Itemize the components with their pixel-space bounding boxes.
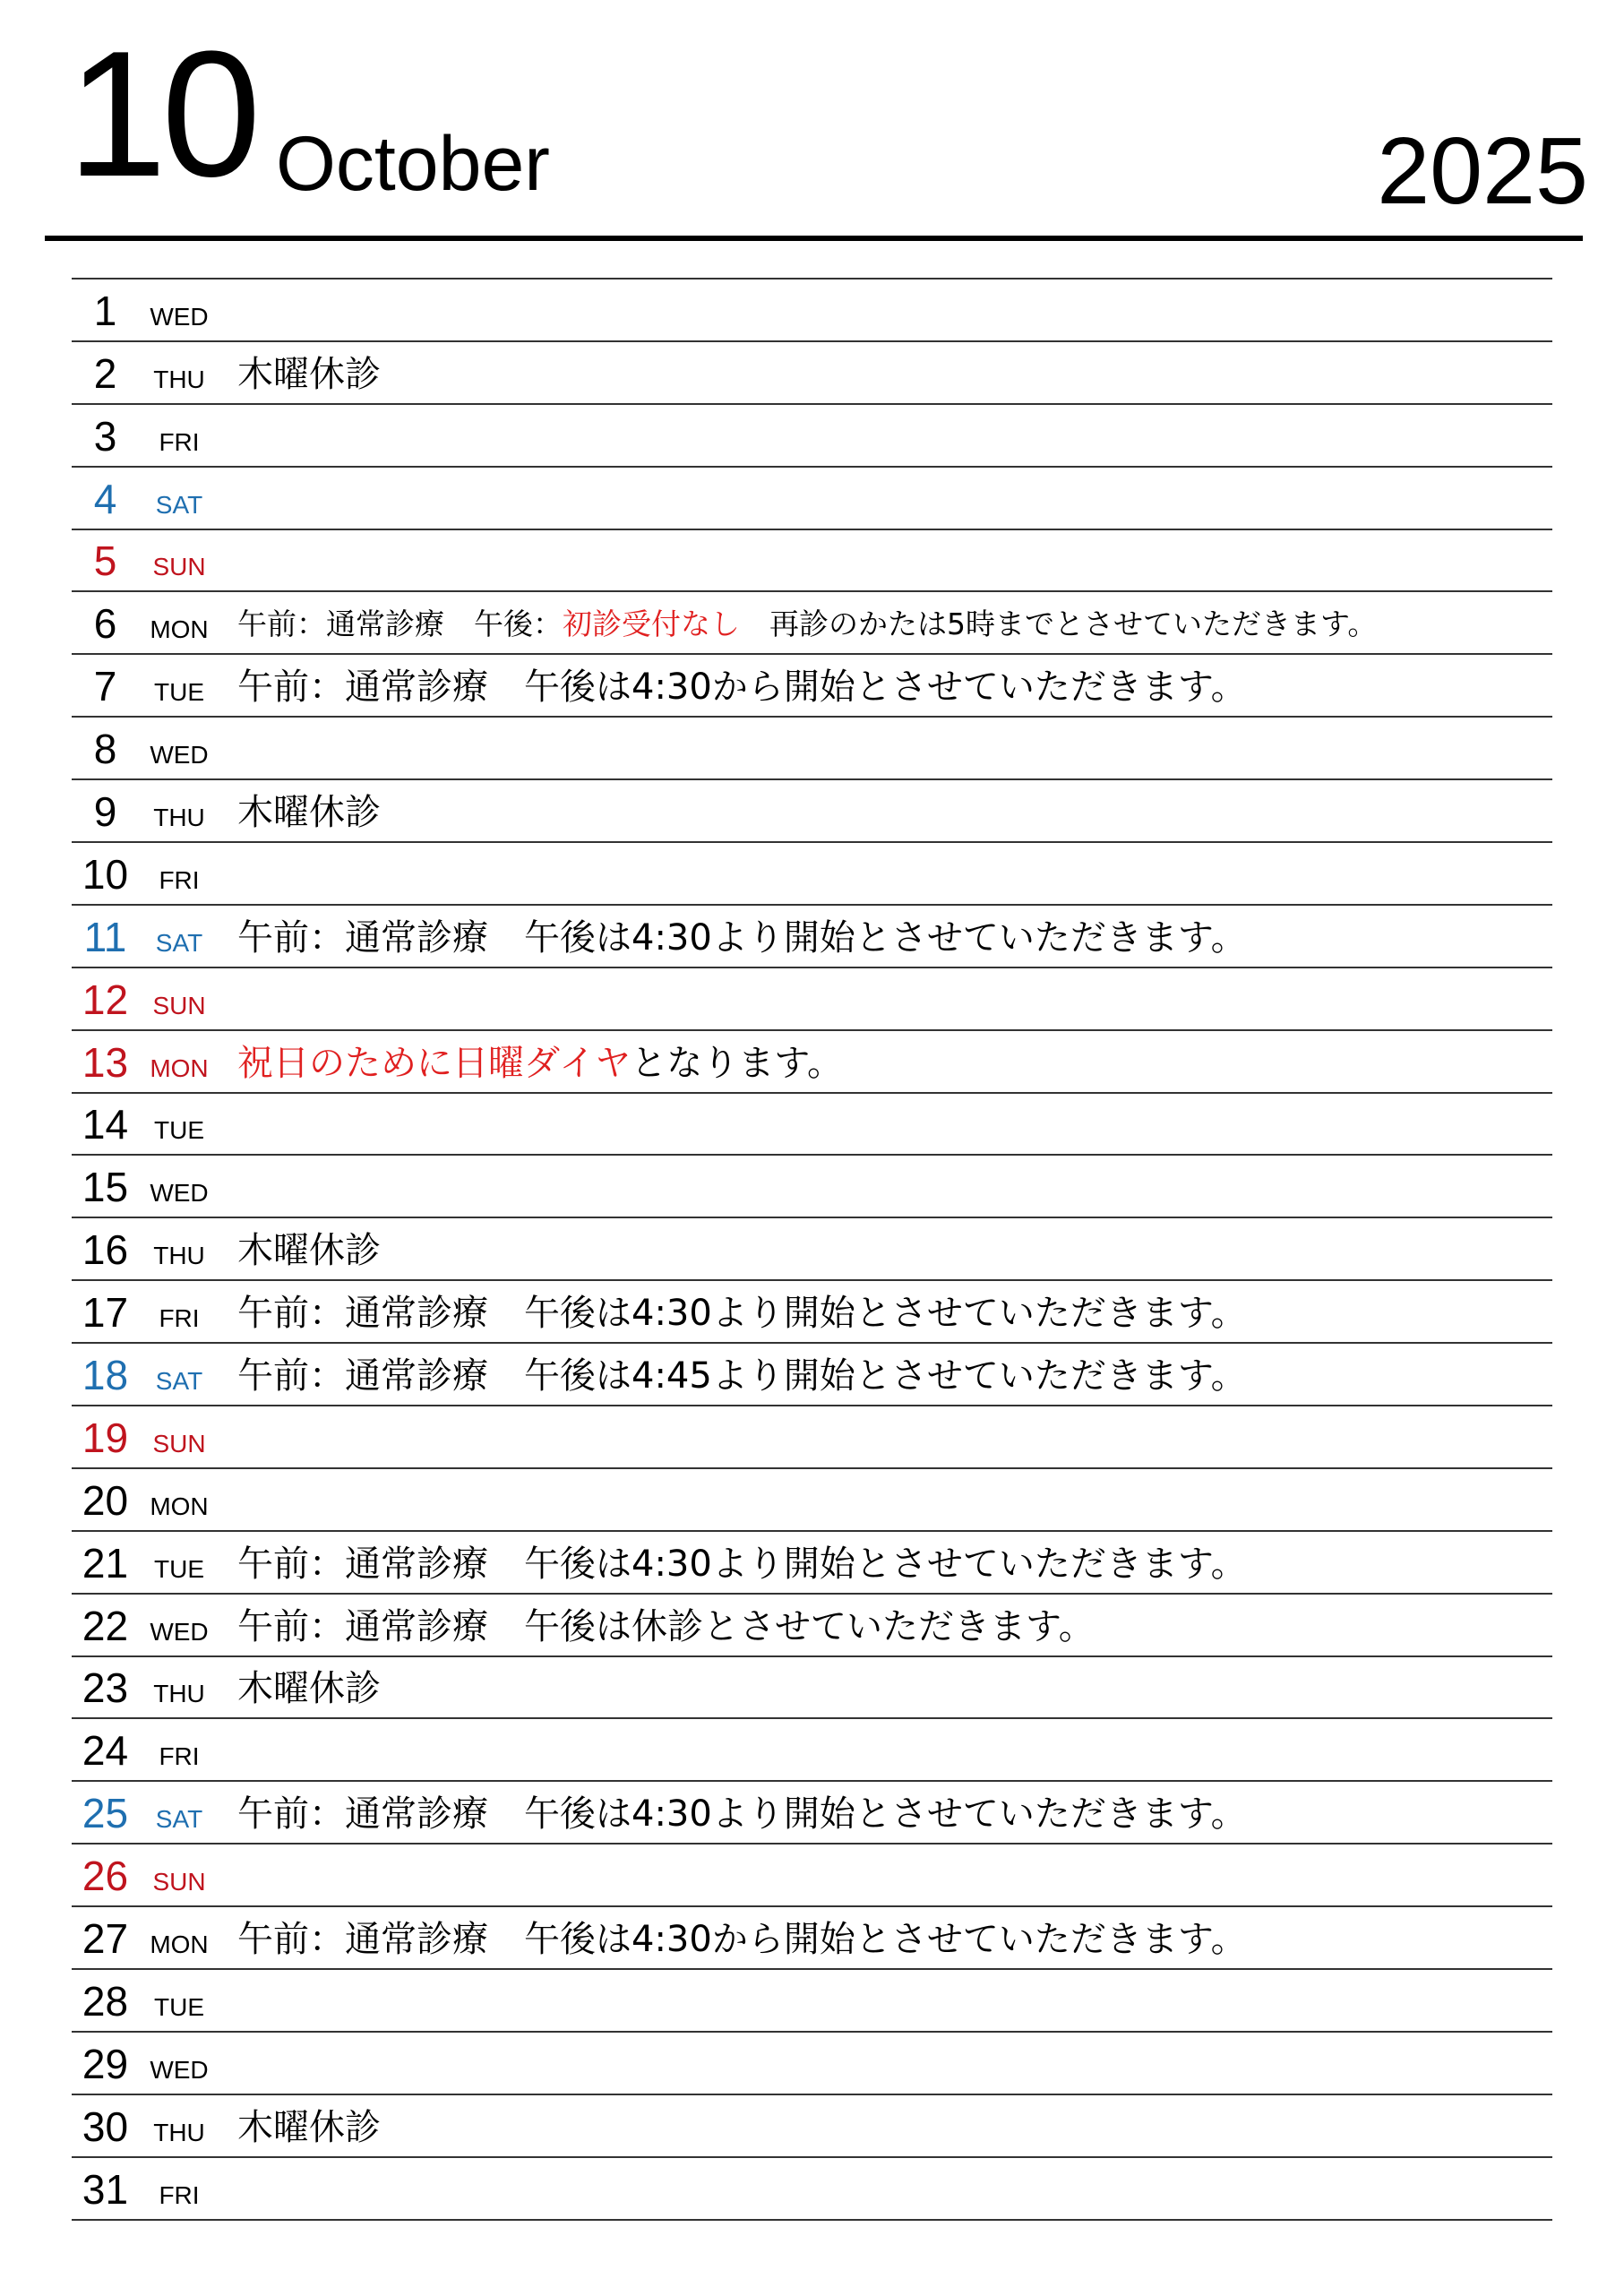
- weekday-label: WED: [150, 1617, 209, 1646]
- weekday-label: TUE: [154, 1116, 204, 1145]
- day-note: 木曜休診: [237, 1230, 381, 1272]
- day-row: [72, 655, 1552, 718]
- weekday-label: SUN: [152, 1429, 206, 1458]
- day-row: [72, 1845, 1552, 1907]
- weekday-label: THU: [153, 2118, 205, 2146]
- day-number: 27: [82, 1915, 129, 1963]
- day-note-part: 午前：通常診療 午後：: [237, 606, 563, 642]
- day-note-highlight: 祝日のために日曜ダイヤ: [237, 1042, 632, 1084]
- day-number: 14: [82, 1101, 129, 1148]
- day-note: 午前：通常診療 午後は4:30から開始とさせていただきます。: [237, 1919, 1247, 1961]
- weekday-label: TUE: [154, 678, 204, 707]
- day-number: 3: [93, 412, 117, 460]
- day-number: 11: [83, 913, 127, 960]
- day-row: [72, 2033, 1552, 2095]
- day-number: 6: [93, 600, 117, 648]
- day-row: [72, 1970, 1552, 2033]
- day-number: 18: [82, 1352, 129, 1399]
- weekday-label: FRI: [159, 1742, 200, 1771]
- day-row: [72, 1782, 1552, 1845]
- weekday-label: TUE: [154, 1992, 204, 2021]
- day-row: [72, 1469, 1552, 1532]
- weekday-label: MON: [150, 1053, 209, 1082]
- day-note: [237, 1042, 844, 1084]
- day-row: [72, 1719, 1552, 1782]
- weekday-label: MON: [150, 1492, 209, 1520]
- day-row: [72, 1595, 1552, 1657]
- weekday-label: SUN: [152, 1868, 206, 1896]
- day-row: [72, 1094, 1552, 1157]
- weekday-label: FRI: [159, 1304, 200, 1333]
- day-row: [72, 1031, 1552, 1094]
- day-row: [72, 1281, 1552, 1344]
- day-row: [72, 1907, 1552, 1970]
- day-row: [72, 1344, 1552, 1406]
- day-note: 木曜休診: [237, 792, 381, 834]
- day-row: [72, 906, 1552, 968]
- day-row: [72, 405, 1552, 468]
- day-note: 午前：通常診療 午後は4:45より開始とさせていただきます。: [237, 1355, 1247, 1397]
- weekday-label: FRI: [159, 865, 200, 894]
- day-note: 木曜休診: [237, 2106, 381, 2148]
- day-number: 10: [82, 850, 129, 898]
- day-number: 1: [93, 287, 117, 334]
- day-row: [72, 279, 1552, 342]
- weekday-label: MON: [150, 1931, 209, 1959]
- day-row: [72, 530, 1552, 593]
- day-number: 31: [82, 2165, 129, 2213]
- weekday-label: FRI: [159, 427, 200, 456]
- day-number: 12: [82, 976, 129, 1023]
- weekday-label: SAT: [155, 1805, 203, 1834]
- day-row: [72, 843, 1552, 906]
- day-note: 木曜休診: [237, 353, 381, 395]
- weekday-label: SAT: [155, 490, 203, 519]
- weekday-label: THU: [153, 1680, 205, 1708]
- day-number: 15: [82, 1164, 129, 1211]
- day-number: 4: [93, 475, 117, 522]
- day-number: 13: [82, 1038, 129, 1086]
- day-note: 午前：通常診療 午後は4:30より開始とさせていただきます。: [237, 1543, 1247, 1585]
- weekday-label: THU: [153, 365, 205, 393]
- day-row: [72, 468, 1552, 530]
- day-number: 30: [82, 2103, 129, 2150]
- month-number: 10: [67, 14, 256, 214]
- day-row: [72, 780, 1552, 843]
- day-number: 19: [82, 1414, 129, 1461]
- day-row: [72, 1406, 1552, 1469]
- header-divider: [45, 236, 1583, 241]
- day-row: [72, 2158, 1552, 2221]
- day-number: 28: [82, 1977, 129, 2025]
- day-number: 7: [93, 663, 117, 710]
- day-number: 26: [82, 1853, 129, 1900]
- day-row: [72, 342, 1552, 405]
- day-note: 午前：通常診療 午後は休診とさせていただきます。: [237, 1605, 1095, 1647]
- day-row: [72, 1532, 1552, 1595]
- day-number: 5: [93, 537, 117, 585]
- weekday-label: FRI: [159, 2180, 200, 2209]
- day-note: [237, 606, 1378, 642]
- day-row: [72, 718, 1552, 780]
- day-number: 24: [82, 1727, 129, 1775]
- day-number: 16: [82, 1226, 129, 1274]
- day-number: 23: [82, 1664, 129, 1712]
- day-note-part: 再診のかたは5時までとさせていただきます。: [740, 606, 1378, 642]
- weekday-label: MON: [150, 615, 209, 644]
- day-row: [72, 2095, 1552, 2158]
- day-number: 22: [82, 1602, 129, 1649]
- day-note: 午前：通常診療 午後は4:30より開始とさせていただきます。: [237, 1293, 1247, 1335]
- day-note-highlight: 初診受付なし: [563, 606, 740, 642]
- weekday-label: SUN: [152, 991, 206, 1019]
- day-number: 21: [82, 1539, 129, 1587]
- day-number: 17: [82, 1289, 129, 1337]
- weekday-label: SAT: [155, 928, 203, 957]
- weekday-label: WED: [150, 2055, 209, 2084]
- day-row: [72, 1657, 1552, 1720]
- day-note: 午前：通常診療 午後は4:30から開始とさせていただきます。: [237, 666, 1247, 709]
- calendar-header: [0, 0, 1624, 242]
- day-note-part: となります。: [631, 1042, 844, 1084]
- day-list: [72, 278, 1552, 2221]
- weekday-label: WED: [150, 741, 209, 770]
- weekday-label: SUN: [152, 553, 206, 581]
- day-number: 8: [93, 726, 117, 773]
- day-row: [72, 1156, 1552, 1218]
- day-number: 9: [93, 788, 117, 836]
- weekday-label: SAT: [155, 1367, 203, 1396]
- day-number: 2: [93, 349, 117, 397]
- weekday-label: THU: [153, 804, 205, 832]
- day-number: 25: [82, 1790, 129, 1837]
- day-note: 木曜休診: [237, 1668, 381, 1710]
- weekday-label: WED: [150, 1179, 209, 1208]
- weekday-label: WED: [150, 302, 209, 331]
- year: 2025: [1377, 118, 1588, 224]
- weekday-label: TUE: [154, 1554, 204, 1583]
- day-number: 20: [82, 1476, 129, 1524]
- day-note: 午前：通常診療 午後は4:30より開始とさせていただきます。: [237, 1793, 1247, 1836]
- day-row: [72, 592, 1552, 655]
- day-note: 午前：通常診療 午後は4:30より開始とさせていただきます。: [237, 916, 1247, 959]
- month-name: October: [276, 121, 550, 207]
- day-number: 29: [82, 2040, 129, 2087]
- weekday-label: THU: [153, 1242, 205, 1270]
- day-row: [72, 1218, 1552, 1281]
- day-row: [72, 968, 1552, 1031]
